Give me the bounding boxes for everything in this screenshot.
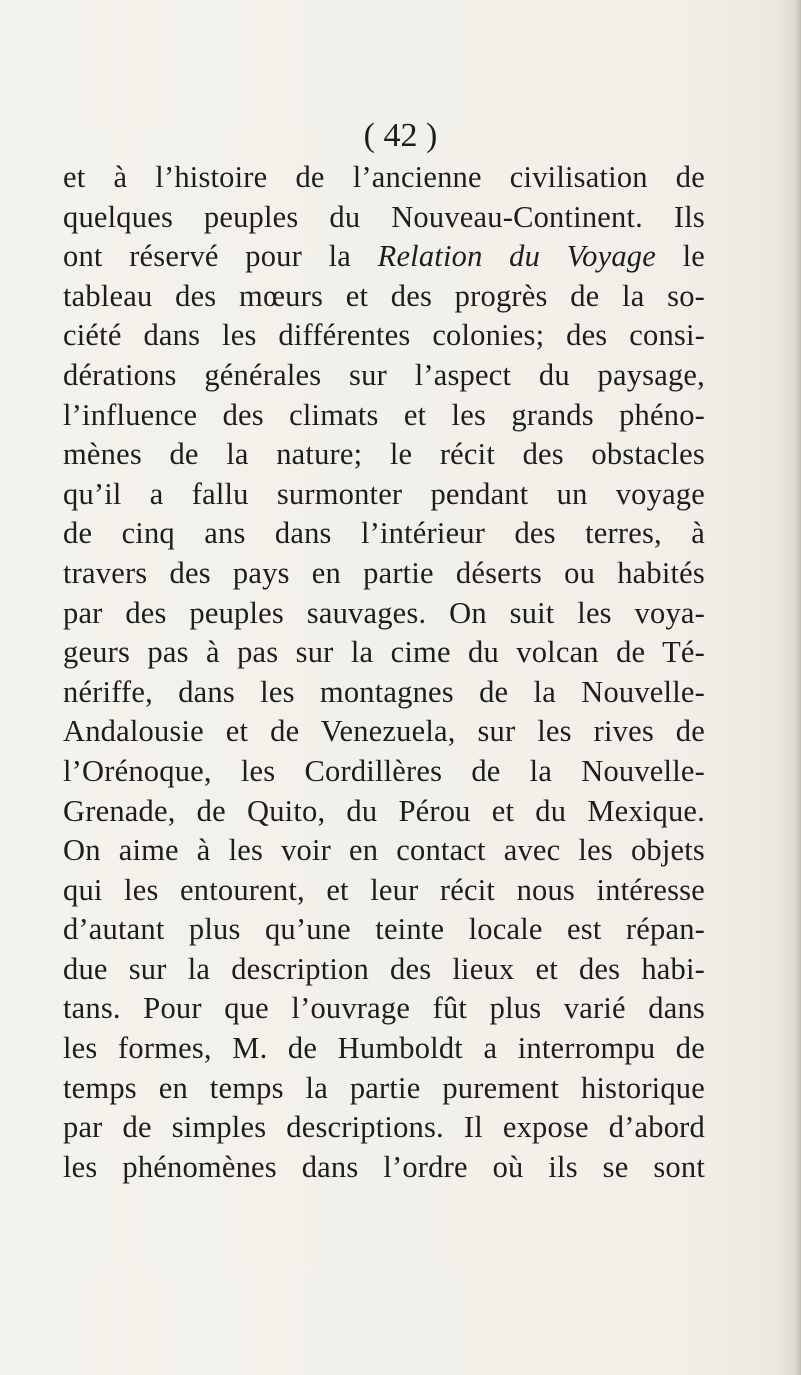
text-line-3-post: le xyxy=(655,239,705,274)
text-line-18: On aime à les voir en contact avec les objets xyxy=(63,833,705,868)
page-edge-shadow xyxy=(795,0,801,1375)
text-line-9: qu’il a fallu surmonter pendant un voyage xyxy=(63,476,705,511)
text-line-23: les formes, M. de Humboldt a interrompu de xyxy=(63,1031,705,1066)
text-line-19: qui les entourent, et leur récit nous intéresse xyxy=(63,872,705,907)
italic-title-relation-du-voyage: Relation du Voyage xyxy=(377,239,656,274)
text-line-4: tableau des mœurs et des progrès de la so- xyxy=(63,278,705,313)
text-line-11: travers des pays en partie déserts ou habités xyxy=(63,555,705,590)
text-line-8: mènes de la nature; le récit des obstacles xyxy=(63,437,705,472)
text-line-25: par de simples descriptions. Il expose d’abord xyxy=(63,1110,705,1145)
text-line-1: et à l’histoire de l’ancienne civilisation de xyxy=(63,160,705,194)
text-line-10: de cinq ans dans l’intérieur des terres, à xyxy=(63,516,705,551)
text-line-16: l’Orénoque, les Cordillères de la Nouvelle- xyxy=(63,753,705,788)
text-line-21: due sur la description des lieux et des habi- xyxy=(63,951,705,986)
text-line-12: par des peuples sauvages. On suit les voya- xyxy=(63,595,705,630)
text-line-20: d’autant plus qu’une teinte locale est répan- xyxy=(63,912,705,947)
text-line-14: nériffe, dans les montagnes de la Nouvelle- xyxy=(63,674,705,709)
text-line-6: dérations générales sur l’aspect du paysage, xyxy=(63,357,705,392)
text-line-3 xyxy=(63,237,705,277)
text-line-3-pre: ont réservé pour la xyxy=(63,239,378,274)
text-line-22: tans. Pour que l’ouvrage fût plus varié dans xyxy=(63,991,705,1026)
text-line-24: temps en temps la partie purement historique xyxy=(63,1070,705,1105)
page-number: ( 42 ) xyxy=(363,117,438,154)
body-text xyxy=(63,158,705,1187)
text-line-13: geurs pas à pas sur la cime du volcan de Té- xyxy=(63,635,705,670)
text-line-26: les phénomènes dans l’ordre où ils se sont xyxy=(63,1149,705,1184)
text-line-2: quelques peuples du Nouveau-Continent. Ils xyxy=(63,199,705,234)
text-line-5: ciété dans les différentes colonies; des consi- xyxy=(63,318,705,353)
text-line-7: l’influence des climats et les grands phéno- xyxy=(63,397,705,432)
text-line-15: Andalousie et de Venezuela, sur les rives de xyxy=(63,714,705,749)
text-line-17: Grenade, de Quito, du Pérou et du Mexique. xyxy=(63,793,705,828)
